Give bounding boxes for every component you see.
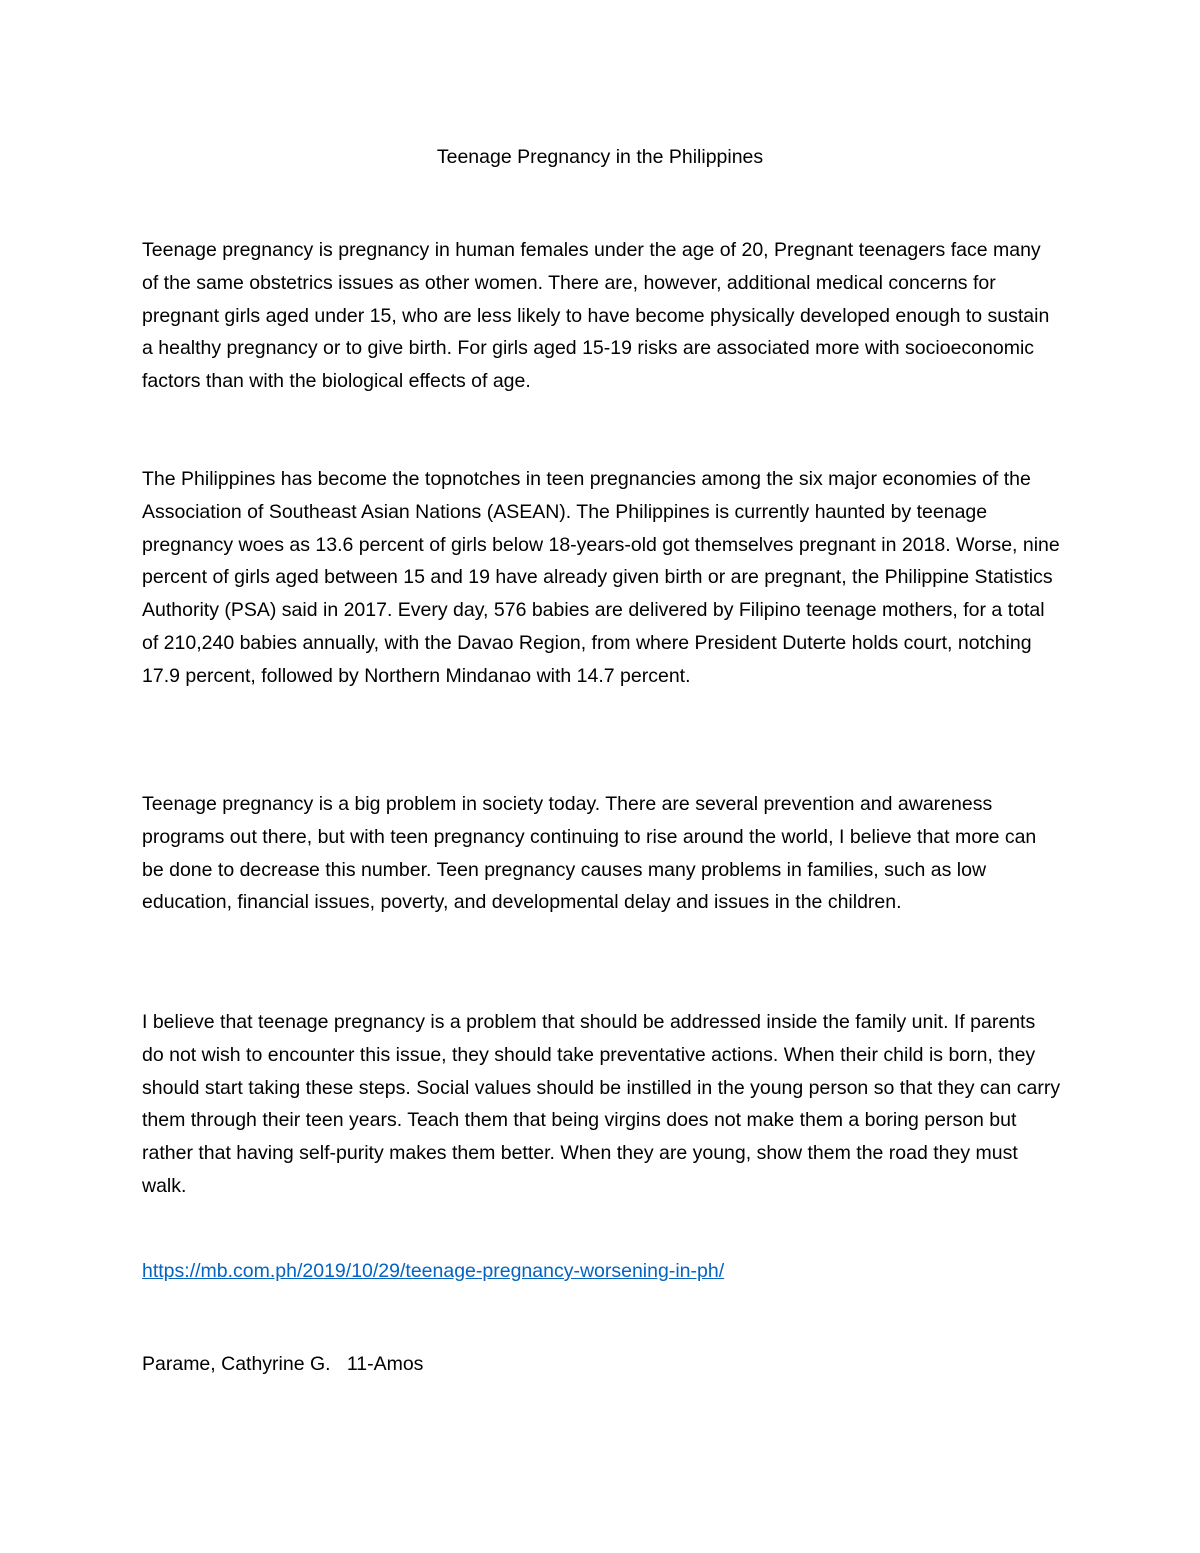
paragraph-statistics: The Philippines has become the topnotches in teen pregnancies among the six major economies of the Association of Southeast Asian Nations (ASEAN). The Philippines is currently haunted by teenage pregnancy woes as 13.6 percent of girls below 18-years-old got themselves pregnant in 2018. Worse, nine percent of girls aged between 15 and 19 have already given birth or are pregnant, the Philippine Statistics Authority (PSA) said in 2017. Every day, 576 babies are delivered by Filipino teenage mothers, for a total of 210,240 babies annually, with the Davao Region, from where President Duterte holds court, notching 17.9 percent, followed by Northern Mindanao with 14.7 percent. [142,468,1060,687]
paragraph-opinion: I believe that teenage pregnancy is a problem that should be addressed inside the family unit. If parents do not wish to encounter this issue, they should take preventative actions. When their child is born, they should start taking these steps. Social values should be instilled in the young person so that they can carry them through their teen years. Teach them that being virgins does not make them a boring person but rather that having self-purity makes them better. When they are young, show them the road they must walk. [142,1011,1061,1197]
source-link[interactable]: https://mb.com.ph/2019/10/29/teenage-pregnancy-worsening-in-ph/ [142,1260,725,1282]
paragraph-problem: Teenage pregnancy is a big problem in society today. There are several prevention and awareness programs out there, but with teen pregnancy continuing to rise around the world, I believe that more can be done to decrease this number. Teen pregnancy causes many problems in families, such as low education, financial issues, poverty, and developmental delay and issues in the children. [142,793,1037,914]
document-title: Teenage Pregnancy in the Philippines [436,146,764,168]
author-signature: Parame, Cathyrine G. 11-Amos [142,1353,424,1375]
paragraph-definition: Teenage pregnancy is pregnancy in human females under the age of 20, Pregnant teenagers face many of the same obstetrics issues as other women. There are, however, additional medical concerns for pregnant girls aged under 15, who are less likely to have become physically developed enough to sustain a healthy pregnancy or to give birth. For girls aged 15-19 risks are associated more with socioeconomic factors than with the biological effects of age. [142,239,1050,393]
